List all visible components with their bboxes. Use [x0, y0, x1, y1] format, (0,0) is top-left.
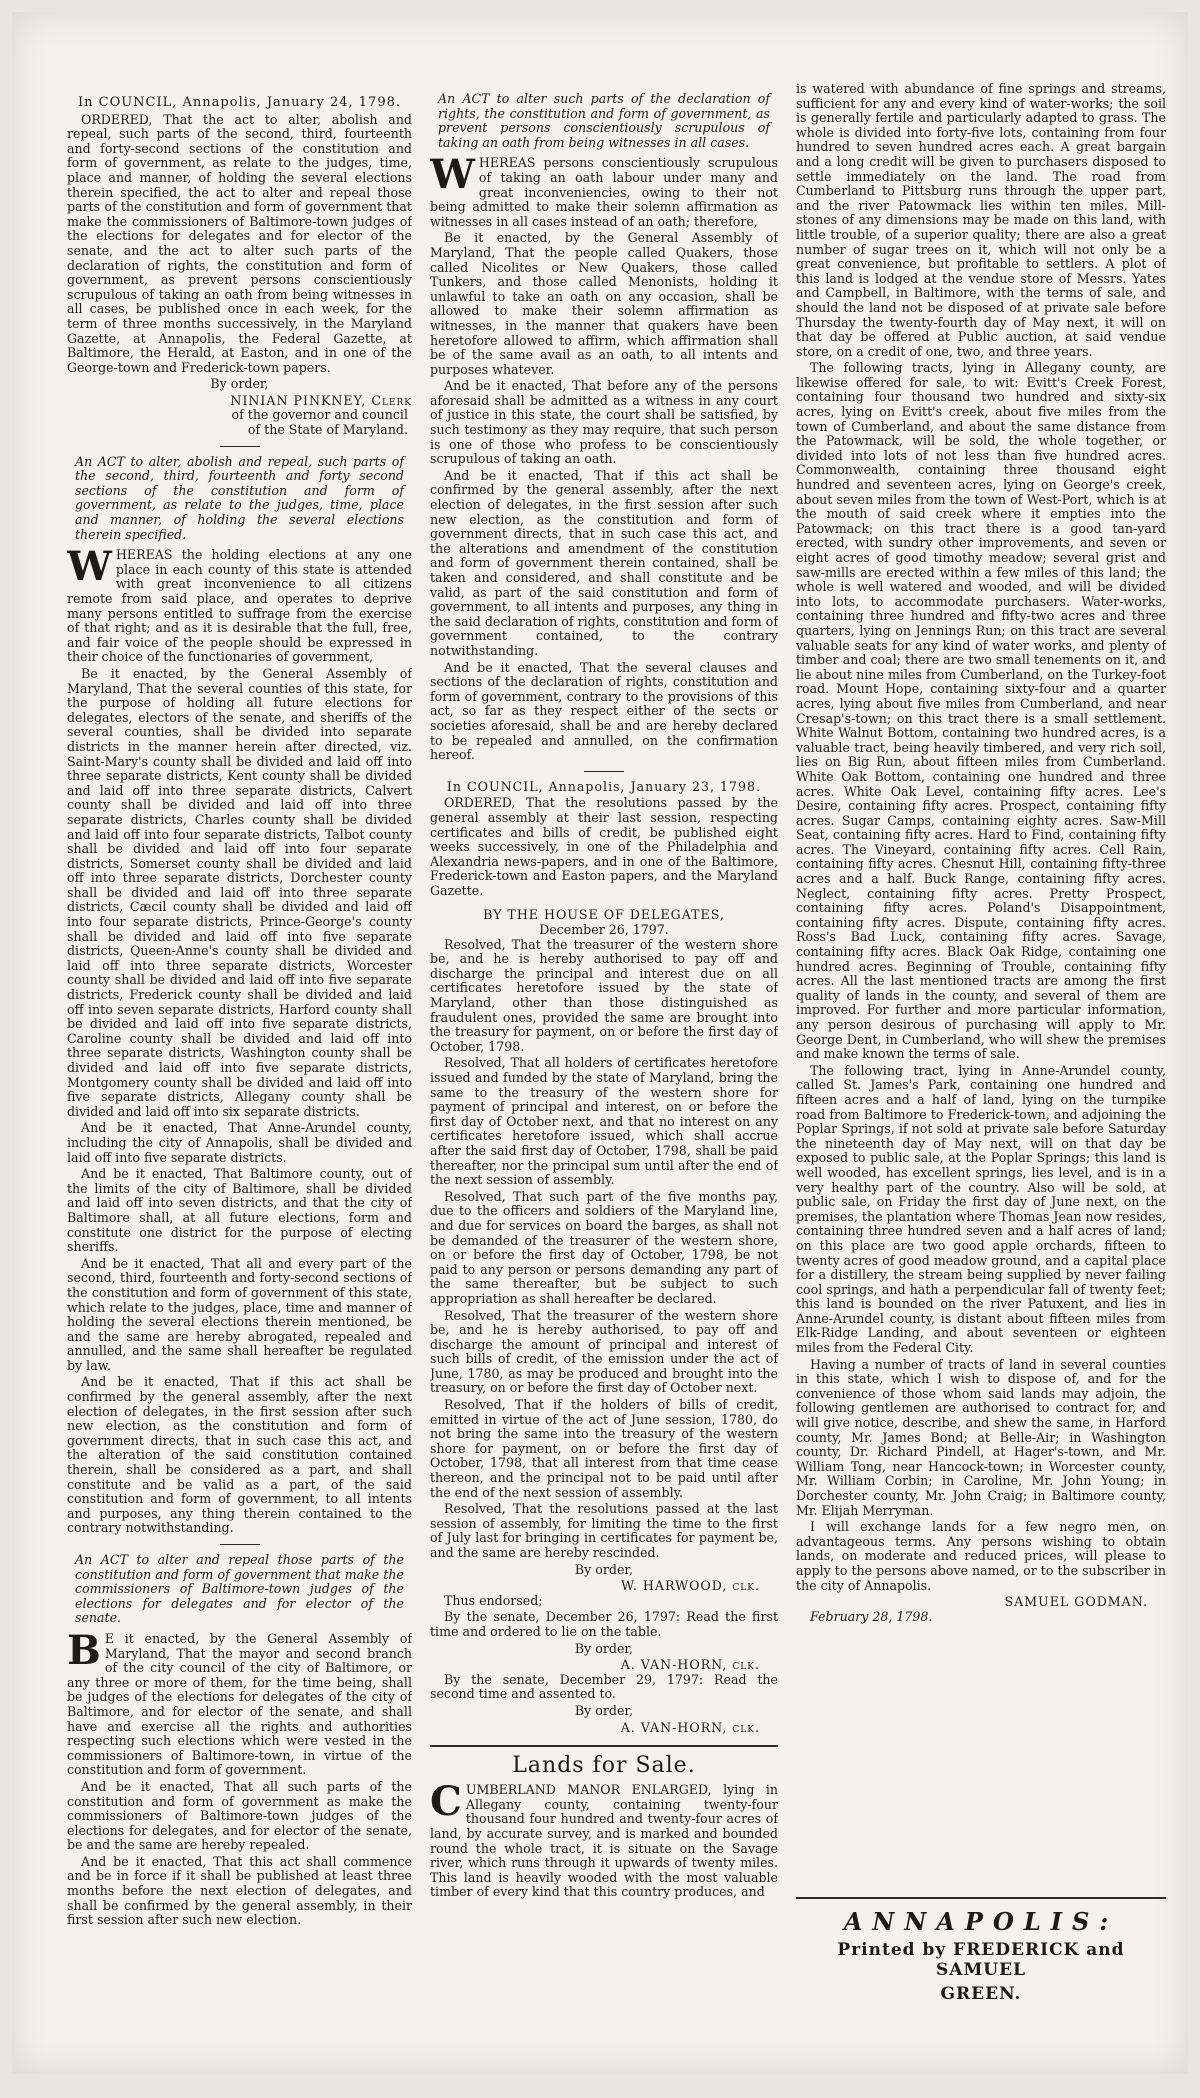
oath-enactment-4: And be it enacted, That the several clauses and sections of the declaration of rights, constitution and form of government, contrary to the provisions of this act, so far as they respect either of the sects or societies aforesaid, shall be and are hereby declared to be repealed and annulled, on the confirmation hereof. — [430, 659, 778, 763]
divider — [584, 771, 624, 772]
imprint-city: ANNAPOLIS: — [843, 1907, 1119, 1936]
oath-enactment-1: Be it enacted, by the General Assembly of Maryland, That the people called Quakers, those called Nicolites or New Quakers, those called Tunkers, and those called Menonists, holding it unlawful to take an oath on any occasion, shall be allowed to make their solemn affirmation as witnesses, in the manner that quakers have been heretofore allowed to affirm, which affirmation shall be of the same avail as an oath, to all intents and purposes whatever. — [430, 230, 778, 377]
house-date: December 26, 1797. — [539, 922, 669, 938]
enactment-6: And be it enacted, That all such parts of the constitution and form of government as make the commissioners of Baltimore-town judges of the elections for delegates, and for elector of the senate, be and the same are hereby repealed. — [67, 1778, 412, 1853]
imprint-printer: Printed by FREDERICK and SAMUEL — [837, 1940, 1125, 1980]
column-right — [796, 82, 1166, 1894]
drop-cap-w: W — [67, 543, 112, 591]
enactment-5: And be it enacted, That if this act shall be confirmed by the general assembly, after the next election of delegates, in the first session after such new election, as the constitution and form of government directs, that in such case this act, and the alteration of the said constitution contained therein, shall be considered as a part, and shall constitute and be valid as a part, of the said constitution and form of government, to all intents and purposes, any thing therein contained to the contrary notwithstanding. — [67, 1374, 412, 1536]
resolution-5: Resolved, That if the holders of bills of credit, emitted in virtue of the act of June session, 1780, do not bring the same into the treasury of the western shore for payment, on or before the first day of October, 1798, that all interest from that time cease thereon, and the principal not to be paid until after the end of the next session of assembly. — [430, 1397, 778, 1500]
by-order-3: By order, — [574, 1640, 634, 1656]
godman-date: February 28, 1798. — [810, 1608, 933, 1624]
lands-text: UMBERLAND MANOR ENLARGED, lying in Allegany county, containing twenty-four thousand four hundred and twenty-four acres of land, by accurate survey, and is marked and bounded round the whole tract, it is situate on the Savage river, which runs through it upwards of twenty miles. This land is heavily wooded with the most valuable timber of every kind that this country produces, and — [430, 1782, 778, 1900]
divider — [220, 1544, 260, 1545]
clerk-title-1: of the governor and council — [231, 407, 408, 423]
imprint-printer-2: GREEN. — [940, 1984, 1022, 2004]
by-order-4: By order, — [574, 1702, 634, 1718]
oath-enactment-3: And be it enacted, That if this act shall be confirmed by the general assembly, after the next election of delegates, in the first session after such new election, as the constitution and form of government directs, that in such case this act, and the alterations and amendment of the constitution and form of government therein contained, shall be taken and considered, and shall constitute and be valid, as part of the said constitution and form of government, to all intents and purposes, any thing in the said declaration of rights, constitution and form of government contained, to the contrary notwithstanding. — [430, 467, 778, 658]
council-order: ORDERED, That the act to alter, abolish and repeal, such parts of the second, third, fourteenth and forty-second sections of the constitution and form of government, as relate to the judges, time, place and manner, of holding the several elections therein specified, the act to alter and repeal those parts of the constitution and form of government that make the commissioners of Baltimore-town judges of the elections for delegates and for elector of the senate, and the act to alter such parts of the declaration of rights, the constitution and form of government, as prevent persons conscientiously scrupulous of taking an oath from being witnesses in all cases, be published once in each week, for the term of three months successively, in the Maryland Gazette, at Annapolis, the Federal Gazette, at Baltimore, the Herald, at Easton, and in one of the George-town and Frederick-town papers. — [67, 111, 412, 375]
oath-enactment-2: And be it enacted, That before any of the persons aforesaid shall be admitted as a witness in any court of justice in this state, the court shall be satisfied, by such testimony as they may require, that such person is one of those who profess to be conscientiously scrupulous of taking an oath. — [430, 378, 778, 467]
enactment-text: E it enacted, by the General Assembly of Maryland, That the mayor and second branch of the city council of the city of Baltimore, or any three or more of them, for the time being, shall be judges of the elections for delegates of the city of Baltimore, and for elector of the senate, and shall have and exercise all the rights and authorities respecting such elections which were vested in the commissioners of Baltimore-town, in virtue of the constitution and form of government. — [67, 1630, 412, 1778]
newspaper-page — [12, 12, 1188, 2074]
act-title-commissioners: An ACT to alter and repeal those parts of the constitution and form of government that make the commissioners of Baltimore-town judges of the elections for delegates and for elector of the senate. — [75, 1552, 404, 1626]
godman-signature: SAMUEL GODMAN. — [1004, 1594, 1148, 1610]
lands-continued-3: The following tract, lying in Anne-Arundel county, called St. James's Park, containing one hundred and fifteen acres and a half of land, lying on the turnpike road from Baltimore to Frederick-town, and adjoining the Poplar Springs, if not sold at private sale before Saturday the nineteenth day of May next, will on that day be exposed to public sale, at the Poplar Springs; this land is well wooded, has excellent springs, lies level, and is in a very healthy part of the country. Also will be sold, at public sale, on Friday the first day of June next, on the premises, the plantation where Thomas Jean now resides, containing three hundred seven and a half acres of land; on this place are two good apple orchards, fifteen to twenty acres of good meadow ground, and a capital place for a distillery, the stream being supplied by never failing cool springs, and hath a perpendicular fall of twenty feet; this land is bounded on the river Patuxent, and lies in Anne-Arundel county, is distant about fifteen miles from Elk-Ridge Landing, and about seventeen or eighteen miles from the Federal City. — [796, 1062, 1166, 1356]
council-heading: In COUNCIL, Annapolis, January 24, 1798. — [77, 95, 401, 110]
lands-for-sale-heading: Lands for Sale. — [512, 1753, 696, 1779]
enactment-2: And be it enacted, That Anne-Arundel county, including the city of Annapolis, shall be divided and laid off into five separate districts. — [67, 1120, 412, 1165]
vanhorn-signature-2: A. VAN-HORN, clk. — [620, 1719, 760, 1735]
column-middle — [430, 92, 778, 2060]
divider — [220, 446, 260, 447]
harwood-signature: W. HARWOOD, clk. — [621, 1578, 760, 1594]
senate-reading-1: By the senate, December 26, 1797: Read the first time and ordered to lie on the table. — [430, 1609, 778, 1639]
by-order: By order, — [210, 376, 269, 392]
section-rule — [430, 1745, 778, 1747]
thus-endorsed: Thus endorsed; — [444, 1592, 543, 1608]
house-heading: BY THE HOUSE OF DELEGATES, — [483, 907, 725, 923]
enactment-7: And be it enacted, That this act shall commence and be in force if it shall be published at least three months before the next election of delegates, and shall be confirmed by the general assembly, in their first session after such new election. — [67, 1853, 412, 1928]
column-left — [67, 92, 412, 2060]
lands-continued-2: The following tracts, lying in Allegany county, are likewise offered for sale, to wit: Evitt's Creek Forest, containing four thousand two hundred and sixty-six acres, lying on Evitt's creek, about five miles from the town of Cumberland, and about the same distance from the Patowmack, will be sold, the whole together, or divided into lots of not less than five hundred acres. Commonwealth, containing three thousand eight hundred and seventeen acres, lying on George's creek, about seven miles from the town of West-Port, which is at the mouth of said creek where it empties into the Patowmack; on this tract there is a good tan-yard erected, with sundry other improvements, and seven or eight acres of good timothy meadow; several grist and saw-mills are erected within a few miles of this land; the whole is well watered and wooded, and will be divided into lots, to accommodate purchasers. Water-works, containing three hundred and fifty-two acres and three quarters, lying on Jennings Run; on this tract are several valuable seats for any kind of water works, and plenty of timber and coal; there are two small tenements on it, and lie about nine miles from Cumberland, on the Turkey-foot road. Mount Hope, containing sixty-four and a quarter acres, lying about five miles from Cumberland, and near Cresap's-town; on this tract there is a small settlement. White Walnut Bottom, containing two hundred acres, is a valuable tract, being heavily timbered, and very rich soil, lies on Big Run, about fifteen miles from Cumberland. White Oak Bottom, containing one hundred and three acres. White Oak Level, containing fifty acres. Lee's Desire, containing fifty acres. Prospect, containing fifty acres. Sugar Camps, containing eighty acres. Saw-Mill Seat, containing fifty acres. Hard to Find, containing fifty acres. The Vineyard, containing fifty acres. Cell Rain, containing fifty acres. Chesnut Hill, containing fifty-three acres and a half. Buck Range, containing fifty acres. Neglect, containing fifty acres. Pretty Prospect, containing fifty acres. Poland's Disappointment, containing fifty acres. Dispute, containing fifty acres. Ross's Bad Luck, containing fifty acres. Savage, containing fifty acres. Black Oak Ridge, containing one hundred acres. Beginning of Trouble, containing fifty acres. All the last mentioned tracts are among the first quality of lands in the county, and several of them are improved. For further and more particular information, any person desirous of purchasing will apply to Mr. George Dent, in Cumberland, who will shew the premises and make known the terms of sale. — [796, 360, 1166, 1062]
whereas-text: HEREAS the holding elections at any one place in each county of this state is attended with great inconvenience to all citizens remote from said place, and operates to deprive many persons entitled to suffrage from the exercise of that right; and as it is desirable that the full, free, and fair voice of the people should be expressed in their choice of the functionaries of government, — [67, 547, 412, 665]
act-title-elections: An ACT to alter, abolish and repeal, such parts of the second, third, fourteenth and forty second sections of the constitution and form of government, as relate to the judges, time, place and manner, of holding the several elections therein specified. — [75, 453, 404, 542]
act-title-oath: An ACT to alter such parts of the declaration of rights, the constitution and form of government, as prevent persons conscientiously scrupulous of taking an oath from being witnesses in all cases. — [438, 92, 770, 150]
council-order-2: ORDERED, That the resolutions passed by the general assembly at their last session, respecting certificates and bills of credit, be published eight weeks successively, in one of the Philadelphia and Alexandria news-papers, and in one of the Baltimore, Frederick-town and Easton papers, and the Maryland Gazette. — [430, 795, 778, 898]
lands-continued-5: I will exchange lands for a few negro men, on advantageous terms. Any persons wishing to obtain lands, on moderate and reduced prices, will please to apply to the persons above named, or to the subscriber in the city of Annapolis. — [796, 1519, 1166, 1593]
enactment-4: And be it enacted, That all and every part of the second, third, fourteenth and forty-second sections of the constitution and form of government of this state, which relate to the judges, place, time and manner of holding the several elections therein mentioned, be and the same are hereby abrogated, repealed and annulled, and the same shall hereafter be regulated by law. — [67, 1255, 412, 1373]
by-order-2: By order, — [574, 1561, 634, 1577]
enactment-3: And be it enacted, That Baltimore county, out of the limits of the city of Baltimore, shall be divided and laid off into seven districts, and that the city of Baltimore shall, at all future elections, form and constitute one district for the purpose of electing sheriffs. — [67, 1166, 412, 1255]
resolution-6: Resolved, That the resolutions passed at the last session of assembly, for limiting the time to the first of July last for bringing in certificates for payment be, and the same are hereby rescinded. — [430, 1501, 778, 1560]
clerk-title-2: of the State of Maryland. — [247, 422, 408, 438]
vanhorn-signature-1: A. VAN-HORN, clk. — [620, 1657, 760, 1673]
resolution-3: Resolved, That such part of the five months pay, due to the officers and soldiers of the Maryland line, and due for services on board the barges, as shall not be demanded of the treasurer of the western shore, on or before the first day of October, 1798, be not paid to any person or persons demanding any part of the same thereafter, but be subject to such appropriation as shall hereafter be declared. — [430, 1188, 778, 1306]
resolution-2: Resolved, That all holders of certificates heretofore issued and funded by the state of Maryland, bring the same to the treasury of the western shore for payment of principal and interest, on or before the first day of October next, and that no interest on any certificates heretofore issued, which shall accrue after the said first day of October, 1798, shall be paid thereafter, nor the principal sum until after the end of the next session of assembly. — [430, 1055, 778, 1188]
drop-cap-c: C — [430, 1778, 462, 1826]
senate-reading-2: By the senate, December 29, 1797: Read the second time and assented to. — [430, 1671, 778, 1702]
council-heading-2: In COUNCIL, Annapolis, January 23, 1798. — [446, 778, 762, 794]
resolution-1: Resolved, That the treasurer of the western shore be, and he is hereby authorised to pay off and discharge the principal and interest due on all certificates heretofore issued by the state of Maryland, other than those distinguished as fraudulent ones, provided the same are brought into the treasury for payment, on or before the first day of October, 1798. — [430, 936, 778, 1054]
resolution-4: Resolved, That the treasurer of the western shore be, and he is hereby authorised, to pay off and discharge the amount of principal and interest of such bills of credit, of the emission under the act of June, 1780, as may be produced and brought into the treasury, on or before the first day of October next. — [430, 1307, 778, 1396]
lands-continued-4: Having a number of tracts of land in several counties in this state, which I wish to dispose of, and for the convenience of those whom said lands may adjoin, the following gentlemen are authorised to contract for, and will give notice, describe, and shew the same, in Harford county, Mr. James Bond; at Belle-Air; in Washington county, Dr. Richard Pindell, at Hager's-town, and Mr. William Tong, near Hancock-town; in Worcester county, Mr. William Corbin; in Caroline, Mr. John Young; in Dorchester county, Mr. John Craig; in Baltimore county, Mr. Elijah Merryman. — [796, 1356, 1166, 1518]
imprint — [796, 1897, 1166, 2004]
whereas-text-2: HEREAS persons conscientiously scrupulous of taking an oath labour under many and great inconveniencies, owing to their not being admitted to make their solemn affirmation as witnesses in all cases instead of an oath; therefore, — [430, 155, 778, 229]
enactment-1: Be it enacted, by the General Assembly of Maryland, That the several counties of this state, for the purpose of holding all future elections for delegates, electors of the senate, and sheriffs of the several counties, shall be divided into separate districts in the manner herein after directed, viz. Saint-Mary's county shall be divided and laid off into three separate districts, Kent county shall be divided and laid off into three separate districts, Calvert county shall be divided and laid off into three separate districts, Charles county shall be divided and laid off into four separate districts, Talbot county shall be divided and laid off into four separate districts, Somerset county shall be divided and laid off into three separate districts, Dorchester county shall be divided and laid off into three separate districts, Cæcil county shall be divided and laid off into four separate districts, Prince-George's county shall be divided and laid off into five separate districts, Queen-Anne's county shall be divided and laid off into three separate districts, Worcester county shall be divided and laid off into five separate districts, Frederick county shall be divided and laid off into seven separate districts, Harford county shall be divided and laid off into five separate districts, Caroline county shall be divided and laid off into three separate districts, Washington county shall be divided and laid off into five separate districts, Montgomery county shall be divided and laid off into five separate districts, Allegany county shall be divided and laid off into six separate districts. — [67, 665, 412, 1119]
lands-continued-1: is watered with abundance of fine springs and streams, sufficient for any and every kind of water-works; the soil is generally fertile and particularly adapted to grass. The whole is divided into forty-five lots, containing from four hundred to seven hundred acres each. A great bargain and a long credit will be given to purchasers disposed to settle immediately on the land. The road from Cumberland to Pittsburg runs through the upper part, and the river Patowmack lies within ten miles. Mill-stones of any dimensions may be made on this land, with little trouble, of a superior quality; there are also a great number of sugar trees on it, which will not only be a great convenience, but profitable to settlers. A plot of this land is lodged at the vendue store of Messrs. Yates and Campbell, in Baltimore, with the terms of sale, and should the land not be disposed of at private sale before Thursday the twenty-fourth day of May next, it will on that day be offered at Public auction, at said vendue store, on a credit of one, two, and three years. — [796, 82, 1166, 359]
drop-cap-w2: W — [430, 151, 475, 199]
clerk-name: NINIAN PINKNEY, Clerk — [230, 392, 412, 408]
drop-cap-b: B — [67, 1626, 101, 1674]
